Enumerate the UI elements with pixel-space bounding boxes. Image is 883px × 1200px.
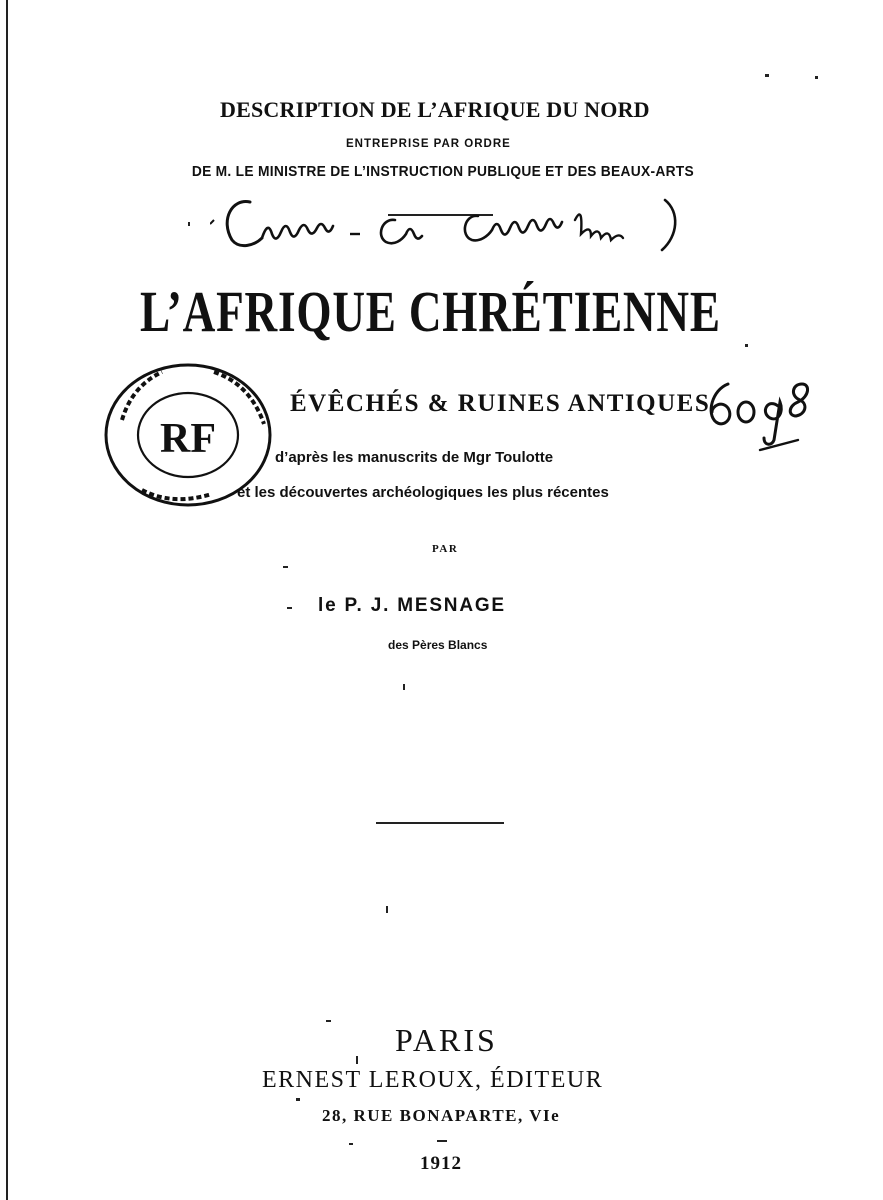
author-affiliation: des Pères Blancs — [388, 638, 488, 652]
scan-speck — [283, 566, 288, 568]
scan-speck — [356, 1056, 358, 1064]
scan-speck — [188, 222, 190, 226]
scan-speck — [287, 607, 292, 609]
series-title: DESCRIPTION DE L’AFRIQUE DU NORD — [220, 97, 650, 122]
scan-speck — [296, 1098, 300, 1101]
subtitle: ÉVÊCHÉS & RUINES ANTIQUES — [290, 390, 711, 417]
by-label: PAR — [432, 543, 459, 555]
main-title: L’AFRIQUE CHRÉTIENNE — [140, 279, 721, 344]
discoveries-line: et les découvertes archéologiques les plus récentes — [237, 484, 609, 501]
scan-speck — [815, 76, 818, 79]
scan-speck — [437, 1140, 447, 1142]
publication-city: PARIS — [395, 1022, 498, 1058]
scan-speck — [349, 1143, 353, 1145]
handwritten-signature — [210, 190, 690, 260]
scan-speck — [386, 906, 388, 913]
scan-speck — [745, 344, 748, 347]
stamp-initials: RF — [160, 416, 216, 462]
publisher-address: 28, RUE BONAPARTE, VIe — [322, 1106, 561, 1125]
author-name: le P. J. MESNAGE — [318, 595, 506, 616]
order-line-1: ENTREPRISE PAR ORDRE — [346, 138, 511, 150]
publication-year: 1912 — [420, 1153, 462, 1174]
handwritten-shelf-number — [698, 372, 818, 452]
divider-rule-bottom — [376, 822, 504, 824]
manuscript-credit-line: d’après les manuscrits de Mgr Toulotte — [275, 449, 554, 466]
page-edge-line — [6, 0, 8, 1200]
publisher-name: ERNEST LEROUX, ÉDITEUR — [262, 1067, 604, 1093]
scan-speck — [765, 74, 769, 77]
scan-speck — [403, 684, 405, 690]
scan-speck — [326, 1020, 331, 1022]
order-line-2: DE M. LE MINISTRE DE L’INSTRUCTION PUBLIQUE ET DES BEAUX-ARTS — [191, 163, 694, 180]
